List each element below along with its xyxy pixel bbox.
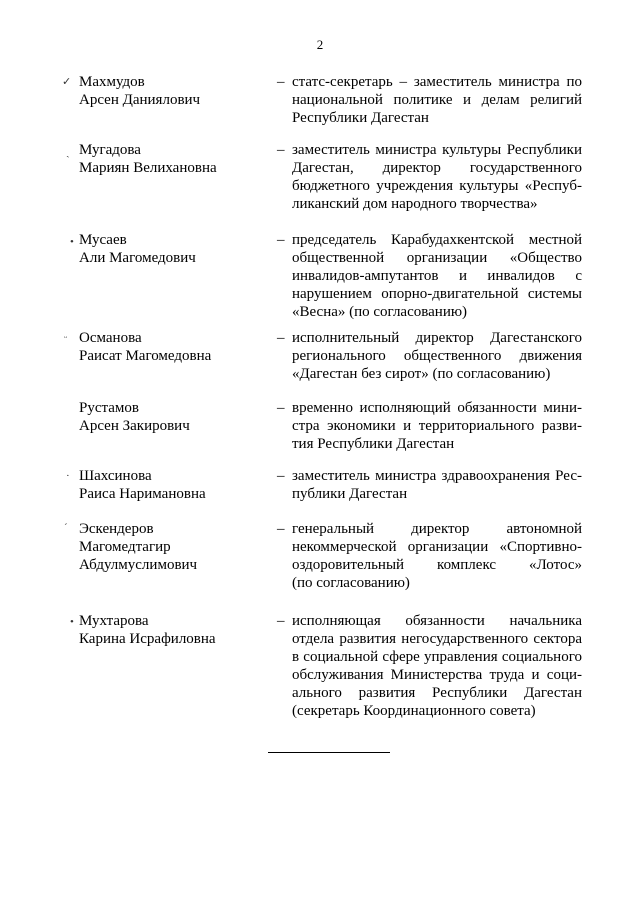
position-line: стра экономики и территориального разви- bbox=[292, 418, 582, 434]
member-given-name: Мариян Велихановна bbox=[79, 160, 217, 176]
position-line: отдела развития негосударственного сектора bbox=[292, 631, 582, 647]
member-surname: Рустамов bbox=[79, 400, 139, 416]
closing-divider-line bbox=[268, 752, 390, 753]
position-line: в социальной сфере управления социального bbox=[292, 649, 582, 665]
position-line: временно исполняющий обязанности мини- bbox=[292, 400, 582, 416]
position-line: заместитель министра культуры Республики bbox=[292, 142, 582, 158]
member-given-name: Али Магомедович bbox=[79, 250, 196, 266]
position-line: заместитель министра здравоохранения Рес- bbox=[292, 468, 582, 484]
position-line: председатель Карабудахкентской местной bbox=[292, 232, 582, 248]
position-line: исполняющая обязанности начальника bbox=[292, 613, 582, 629]
member-surname: Османова bbox=[79, 330, 142, 346]
member-given-name: Арсен Даниялович bbox=[79, 92, 201, 108]
separator-dash: – bbox=[277, 74, 285, 90]
member-position bbox=[292, 399, 582, 453]
position-line: общественной организации «Общество bbox=[292, 250, 582, 266]
position-line: Дагестан, директор государственного bbox=[292, 160, 582, 176]
position-line: (по согласованию) bbox=[292, 575, 410, 591]
member-position bbox=[292, 467, 582, 503]
position-line: «Дагестан без сирот» (по согласованию) bbox=[292, 366, 551, 382]
separator-dash: – bbox=[277, 142, 285, 158]
member-given-name: Магомедтагир bbox=[79, 539, 171, 555]
member-surname: Мугадова bbox=[79, 142, 141, 158]
pencil-checkmark-icon: ᵕ bbox=[64, 332, 68, 344]
position-line: (секретарь Координационного совета) bbox=[292, 703, 536, 719]
pencil-tick-icon: ˎ bbox=[66, 146, 70, 158]
member-position bbox=[292, 231, 582, 321]
member-name bbox=[79, 141, 269, 177]
position-line: нарушением опорно-двигательной системы bbox=[292, 286, 582, 302]
position-line: статс-секретарь – заместитель министра по bbox=[292, 74, 582, 90]
member-name bbox=[79, 73, 269, 109]
member-surname: Махмудов bbox=[79, 74, 145, 90]
position-line: обслуживания Министерства труда и соци- bbox=[292, 667, 582, 683]
position-line: инвалидов-ампутантов и инвалидов с bbox=[292, 268, 582, 284]
pencil-tick-icon: ˊ bbox=[64, 522, 68, 534]
position-line: ального развития Республики Дагестан bbox=[292, 685, 582, 701]
position-line: Республики Дагестан bbox=[292, 110, 429, 126]
position-line: ликанский дом народного творчества» bbox=[292, 196, 538, 212]
member-name bbox=[79, 467, 269, 503]
member-given-name: Арсен Закирович bbox=[79, 418, 190, 434]
member-position bbox=[292, 329, 582, 383]
member-position bbox=[292, 73, 582, 127]
position-line: исполнительный директор Дагестанского bbox=[292, 330, 582, 346]
member-surname: Мусаев bbox=[79, 232, 127, 248]
position-line: оздоровительный комплекс «Лотос» bbox=[292, 557, 582, 573]
member-surname: Шахсинова bbox=[79, 468, 152, 484]
member-name bbox=[79, 520, 269, 574]
position-line: генеральный директор автономной bbox=[292, 521, 582, 537]
member-given-name: Раиса Наримановна bbox=[79, 486, 206, 502]
position-line: регионального общественного движения bbox=[292, 348, 582, 364]
pencil-dot-icon: • bbox=[70, 616, 74, 628]
member-name bbox=[79, 612, 269, 648]
position-line: некоммерческой организации «Спортивно- bbox=[292, 539, 582, 555]
member-name bbox=[79, 399, 269, 435]
pencil-checkmark-icon: ✓ bbox=[62, 76, 72, 88]
member-name bbox=[79, 329, 269, 365]
member-surname: Мухтарова bbox=[79, 613, 149, 629]
separator-dash: – bbox=[277, 468, 285, 484]
position-line: тия Республики Дагестан bbox=[292, 436, 455, 452]
position-line: бюджетного учреждения культуры «Респуб- bbox=[292, 178, 582, 194]
page-number: 2 bbox=[316, 37, 324, 52]
position-line: «Весна» (по согласованию) bbox=[292, 304, 468, 320]
pencil-dot-icon: • bbox=[70, 236, 74, 248]
separator-dash: – bbox=[277, 232, 285, 248]
member-surname: Эскендеров bbox=[79, 521, 154, 537]
position-line: национальной политике и делам религий bbox=[292, 92, 582, 108]
member-position bbox=[292, 612, 582, 720]
member-name bbox=[79, 231, 269, 267]
member-position bbox=[292, 520, 582, 592]
pencil-tick-icon: · bbox=[66, 470, 70, 482]
member-given-name: Раисат Магомедовна bbox=[79, 348, 212, 364]
separator-dash: – bbox=[277, 613, 285, 629]
position-line: публики Дагестан bbox=[292, 486, 408, 502]
member-given-name: Карина Исрафиловна bbox=[79, 631, 216, 647]
separator-dash: – bbox=[277, 330, 285, 346]
separator-dash: – bbox=[277, 521, 285, 537]
member-patronymic: Абдулмуслимович bbox=[79, 557, 198, 573]
separator-dash: – bbox=[277, 400, 285, 416]
member-position bbox=[292, 141, 582, 213]
